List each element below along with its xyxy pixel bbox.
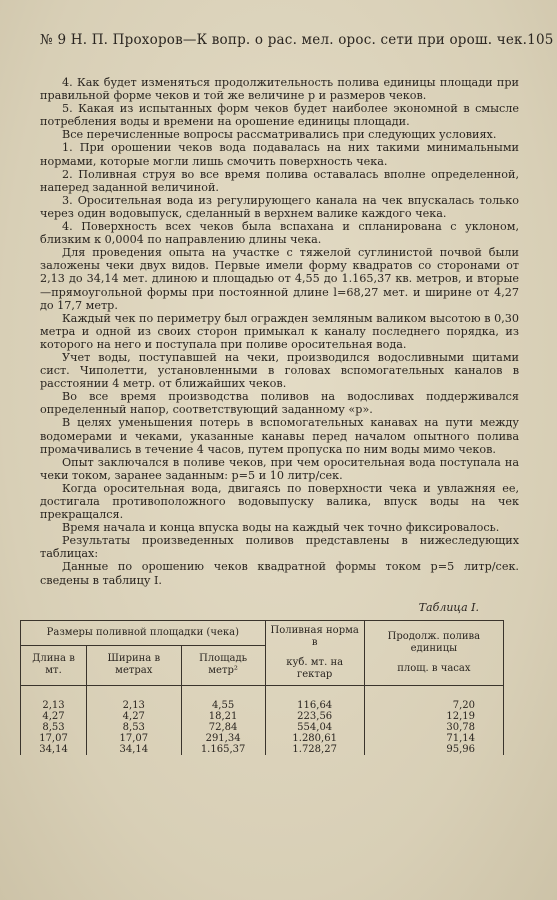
header-duration-bottom: площ. в часах [397, 662, 471, 674]
table-body [21, 685, 504, 755]
header-duration [364, 620, 503, 685]
cell-duration: 95,96 [364, 744, 503, 755]
cell-width: 4,27 [87, 711, 181, 722]
paragraph: 4. Как будет изменяться продолжительность полива единицы площади при правильной форме чеков и той же величине p и размеров чеков. [40, 76, 519, 103]
paragraph: Время начала и конца впуска воды на каждый чек точно фиксировалось. [62, 521, 500, 535]
paragraph: Для проведения опыта на участке с тяжелой суглинистой почвой были заложены чеки двух видов. Первые имели форму квадратов со сторонами от 2,13 до 34,14 мет. длиною и площадью от 4,55 до 1.165,37 кв. метров, и вторые—прямоугольной формы при постоянной длине l=68,27 мет. и ширине от 4,27 до 17,7 метр. [40, 246, 519, 312]
cell-width: 17,07 [87, 733, 181, 744]
cell-duration: 71,14 [364, 733, 503, 744]
paragraph: Когда оросительная вода, двигаясь по поверхности чека и увлажняя ее, достигала противоположного водовыпуску валика, впуск воды на чек прекращался. [40, 481, 519, 522]
cell-duration: 30,78 [364, 722, 503, 733]
cell-width: 8,53 [87, 722, 181, 733]
cell-length: 17,07 [21, 733, 87, 744]
paragraph: 4. Поверхность всех чеков была вспахана и спланирована с уклоном, близким к 0,0004 по направлению длины чека. [40, 220, 519, 247]
paragraph: Во все время производства поливов на водосливах поддерживался определенный напор, соответствующий заданному «p». [40, 390, 519, 417]
body-text [40, 76, 519, 587]
table-row [21, 711, 504, 722]
header-norm-bottom: куб. мт. на гектар [286, 656, 344, 680]
paragraph: Все перечисленные вопросы рассматривались при следующих условиях. [62, 128, 497, 142]
header-norm-top: Поливная норма в [270, 624, 359, 648]
paragraph: 2. Поливная струя во все время полива оставалась вполне определенной, наперед заданной величиной. [40, 167, 519, 194]
paragraph: 1. При орошении чеков вода подавалась на них такими минимальными нормами, которые могли лишь смочить поверхность чека. [40, 141, 519, 168]
paragraph: 3. Оросительная вода из регулирующего канала на чек впускалась только через один водовыпуск, сделанный в верхнем валике каждого чека. [40, 193, 519, 220]
running-title: № 9 Н. П. Прохоров—К вопр. о рас. мел. орос. сети при орош. чек. [40, 32, 528, 48]
header-area: Площадь метр² [181, 645, 265, 685]
page-number: 105 [527, 32, 554, 48]
header-duration-top: Продолж. полива единицы [387, 630, 481, 654]
cell-duration: 12,19 [364, 711, 503, 722]
cell-norm: 1.280,61 [265, 733, 364, 744]
data-table [20, 620, 504, 755]
cell-area: 72,84 [181, 722, 265, 733]
paragraph: В целях уменьшения потерь в вспомогательных канавах на пути между водомерами и чеками, указанные канавы перед началом опытного полива промачивались в течение 4 часов, путем пропуска по ним воды мимо чеков. [40, 416, 519, 456]
header-length: Длина в мт. [21, 645, 87, 685]
paragraph: 5. Какая из испытанных форм чеков будет наиболее экономной в смысле потребления воды и времени на орошение единицы площади. [40, 102, 519, 129]
cell-width: 2,13 [87, 685, 181, 711]
cell-area: 18,21 [181, 711, 265, 722]
cell-duration: 7,20 [364, 685, 503, 711]
header-width: Ширина в метрах [87, 645, 181, 685]
table-row [21, 744, 504, 755]
table-row [21, 685, 504, 711]
cell-width: 34,14 [87, 744, 181, 755]
paragraph: Каждый чек по периметру был огражден земляным валиком высотою в 0,30 метра и одной из своих сторон примыкал к каналу последнего порядка, из которого на него и поступала при поливе оросительная вода. [40, 311, 519, 351]
paragraph: Опыт заключался в поливе чеков, при чем оросительная вода поступала на чеки током, заранее заданным: p=5 и 10 литр/сек. [40, 455, 519, 482]
cell-length: 8,53 [21, 722, 87, 733]
cell-area: 4,55 [181, 685, 265, 711]
paragraph: Учет воды, поступавшей на чеки, производился водосливными щитами сист. Чиполетти, установленными в головах вспомогательных каналов в расстоянии 4 метр. от ближайших чеков. [40, 350, 519, 391]
cell-length: 34,14 [21, 744, 87, 755]
group-header: Размеры поливной площадки (чека) [21, 620, 266, 645]
paragraph: Данные по орошению чеков квадратной формы током p=5 литр/сек. сведены в таблицу I. [40, 560, 519, 587]
table-row [21, 722, 504, 733]
cell-area: 291,34 [181, 733, 265, 744]
cell-norm: 223,56 [265, 711, 364, 722]
cell-norm: 554,04 [265, 722, 364, 733]
cell-norm: 1.728,27 [265, 744, 364, 755]
header-norm [265, 620, 364, 685]
cell-area: 1.165,37 [181, 744, 265, 755]
cell-norm: 116,64 [265, 685, 364, 711]
cell-length: 4,27 [21, 711, 87, 722]
table-caption: Таблица I. [418, 600, 479, 614]
cell-length: 2,13 [21, 685, 87, 711]
paragraph: Результаты произведенных поливов представлены в нижеследующих таблицах: [40, 534, 519, 561]
page-header [40, 32, 554, 48]
table-row [21, 733, 504, 744]
